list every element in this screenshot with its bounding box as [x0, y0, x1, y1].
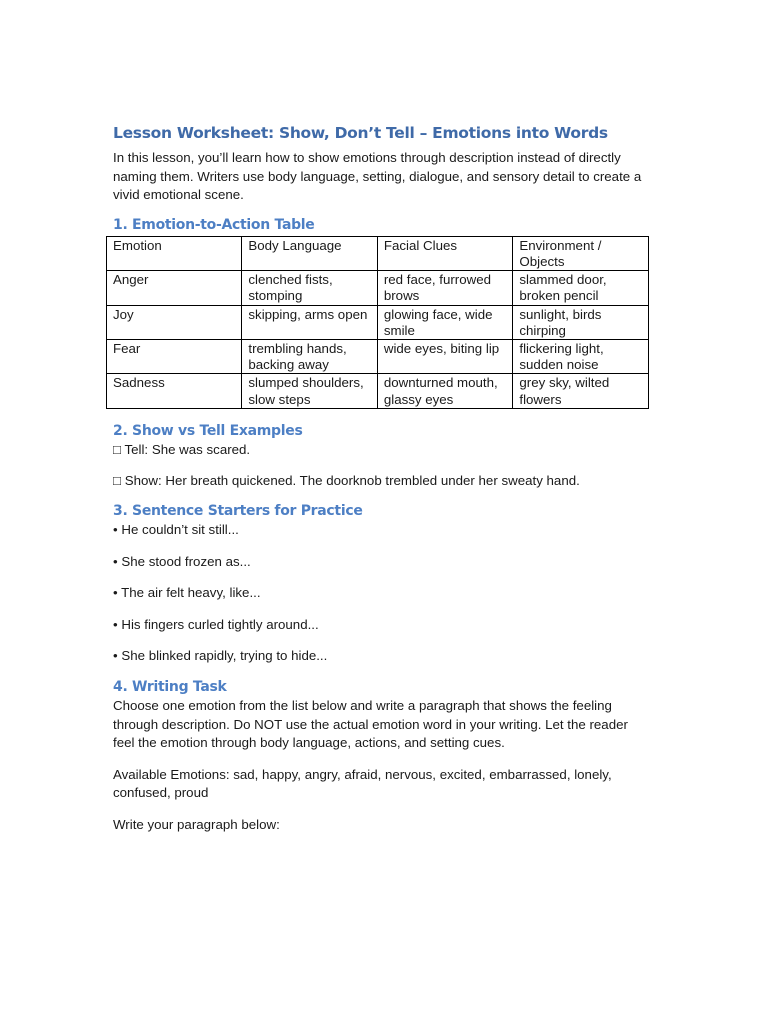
table-cell: slammed door, broken pencil [513, 271, 649, 305]
tell-example: □ Tell: She was scared. [113, 441, 251, 457]
table-header-cell: Body Language [242, 236, 377, 270]
table-row [107, 374, 649, 408]
table-cell: red face, furrowed brows [377, 271, 513, 305]
page-title: Lesson Worksheet: Show, Don’t Tell – Emotions into Words [113, 124, 608, 142]
table-cell: flickering light, sudden noise [513, 340, 649, 374]
table-cell: sunlight, birds chirping [513, 305, 649, 339]
table-cell: Joy [107, 305, 242, 339]
table-row [107, 305, 649, 339]
show-example: □ Show: Her breath quickened. The doorknob trembled under her sweaty hand. [113, 473, 580, 489]
table-cell: clenched fists, stomping [242, 271, 377, 305]
worksheet-page [113, 124, 653, 835]
write-prompt: Write your paragraph below: [113, 816, 280, 832]
list-item: • She stood frozen as... [113, 553, 251, 569]
table-cell: skipping, arms open [242, 305, 377, 339]
table-cell: grey sky, wilted flowers [513, 374, 649, 408]
table-cell: slumped shoulders, slow steps [242, 374, 377, 408]
table-cell: downturned mouth, glassy eyes [377, 374, 513, 408]
list-item: • His fingers curled tightly around... [113, 616, 319, 632]
emotion-action-table [106, 236, 649, 409]
section-3-heading: 3. Sentence Starters for Practice [113, 503, 363, 519]
section-1-heading: 1. Emotion-to-Action Table [113, 216, 315, 233]
list-item: • He couldn’t sit still... [113, 522, 239, 537]
list-item: • She blinked rapidly, trying to hide... [113, 648, 328, 664]
table-header-cell: Emotion [107, 236, 242, 270]
table-row [107, 271, 649, 305]
table-cell: glowing face, wide smile [377, 305, 513, 339]
section-4-heading: 4. Writing Task [113, 678, 227, 695]
writing-task-paragraph: Choose one emotion from the list below and write a paragraph that shows the feeling through description. Do NOT use the actual emotion word in your writing. Let the reader feel the emotion through body language, actions, and setting cues. [113, 697, 628, 751]
section-2-heading: 2. Show vs Tell Examples [113, 422, 303, 439]
table-cell: Fear [107, 340, 242, 374]
table-cell: Anger [107, 271, 242, 305]
table-cell: Sadness [107, 374, 242, 408]
table-header-cell: Facial Clues [377, 236, 513, 270]
table-cell: wide eyes, biting lip [377, 340, 513, 374]
available-emotions: Available Emotions: sad, happy, angry, afraid, nervous, excited, embarrassed, lonely, confused, proud [113, 766, 612, 801]
table-row [107, 340, 649, 374]
list-item: • The air felt heavy, like... [113, 585, 261, 601]
table-cell: trembling hands, backing away [242, 340, 377, 374]
table-header-cell: Environment / Objects [513, 236, 649, 270]
table-header-row [107, 236, 649, 270]
intro-paragraph: In this lesson, you’ll learn how to show emotions through description instead of directly naming them. Writers use body language, setting, dialogue, and sensory detail to create a vivid emotional scene. [113, 150, 642, 203]
